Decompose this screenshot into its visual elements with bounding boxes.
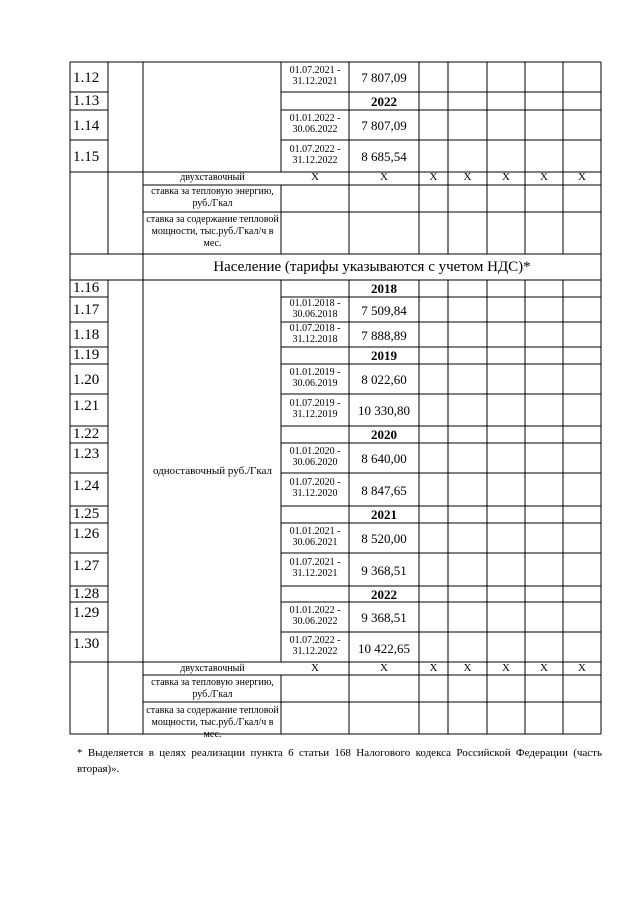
period-dates: 01.07.2019 - 31.12.2019 [289, 398, 341, 420]
tariff-value: 8 022,60 [361, 372, 407, 387]
row-number: 1.28 [73, 586, 100, 602]
row-number: 1.12 [73, 70, 100, 86]
x-mark: X [463, 662, 472, 674]
row-number: 1.13 [73, 93, 100, 109]
two-part-label: двухставочный [180, 663, 245, 674]
tariff-value: 10 330,80 [358, 403, 410, 418]
tariff-value: 9 368,51 [361, 610, 407, 625]
row-number: 1.24 [73, 478, 100, 494]
period-dates: 01.01.2022 - 30.06.2022 [289, 113, 341, 135]
year-label: 2022 [371, 587, 397, 602]
heat-rate-label: ставка за тепловую энергию, руб./Гкал [151, 186, 274, 209]
single-rate-label: одноставочный руб./Гкал [152, 465, 273, 477]
period-dates: 01.07.2021 - 31.12.2021 [289, 557, 341, 579]
tariff-value: 9 368,51 [361, 563, 407, 578]
row-number: 1.29 [73, 605, 100, 621]
x-mark: X [502, 171, 510, 183]
x-mark: X [380, 662, 388, 674]
x-mark: X [540, 662, 548, 674]
period-dates: 01.01.2020 - 30.06.2020 [289, 446, 341, 468]
capacity-rate-label: ставка за содержание тепловой мощности, тыс.руб./Гкал/ч в мес. [146, 705, 279, 740]
period-dates: 01.01.2019 - 30.06.2019 [289, 367, 341, 389]
x-mark: X [540, 171, 548, 183]
tariff-value: 8 685,54 [361, 149, 407, 164]
row-number: 1.15 [73, 149, 100, 165]
x-mark: X [502, 662, 510, 674]
x-mark: X [429, 662, 438, 674]
heat-rate-label: ставка за тепловую энергию, руб./Гкал [151, 677, 274, 700]
row-number: 1.14 [73, 118, 100, 134]
year-label: 2021 [371, 507, 397, 522]
x-mark: X [311, 171, 319, 183]
row-number: 1.27 [73, 558, 100, 574]
x-mark: X [578, 662, 586, 674]
tariff-value: 7 509,84 [361, 303, 407, 318]
year-label: 2022 [371, 94, 397, 109]
x-mark: X [429, 171, 438, 183]
tariff-value: 7 807,09 [361, 70, 407, 85]
tariff-value: 8 520,00 [361, 531, 407, 546]
two-part-label: двухставочный [180, 172, 245, 183]
period-dates: 01.01.2021 - 30.06.2021 [289, 526, 341, 548]
tariff-value: 8 640,00 [361, 451, 407, 466]
tariff-value: 7 888,89 [361, 328, 407, 343]
row-number: 1.16 [73, 280, 100, 296]
section-heading: Население (тарифы указываются с учетом НДС)* [213, 259, 531, 275]
row-number: 1.25 [73, 506, 100, 522]
row-number: 1.21 [73, 398, 100, 414]
x-mark: X [578, 171, 586, 183]
period-dates: 01.07.2020 - 31.12.2020 [289, 477, 341, 499]
row-number: 1.18 [73, 327, 100, 343]
row-number: 1.23 [73, 446, 100, 462]
row-number: 1.30 [73, 636, 100, 652]
x-mark: X [311, 662, 319, 674]
period-dates: 01.07.2018 - 31.12.2018 [289, 323, 341, 345]
row-number: 1.17 [73, 302, 100, 318]
x-mark: X [463, 171, 472, 183]
period-dates: 01.07.2022 - 31.12.2022 [289, 635, 341, 657]
footnote: * Выделяется в целях реализации пункта 6 статьи 168 Налогового кодекса Российской Федерации (часть вторая)». [77, 747, 602, 775]
period-dates: 01.01.2018 - 30.06.2018 [289, 298, 341, 320]
x-mark: X [380, 171, 388, 183]
year-label: 2020 [371, 427, 397, 442]
row-number: 1.26 [73, 526, 100, 542]
period-dates: 01.07.2021 - 31.12.2021 [289, 65, 341, 87]
year-label: 2019 [371, 348, 397, 363]
capacity-rate-label: ставка за содержание тепловой мощности, тыс.руб./Гкал/ч в мес. [146, 214, 279, 249]
row-number: 1.20 [73, 372, 100, 388]
year-label: 2018 [371, 281, 397, 296]
tariff-value: 8 847,65 [361, 483, 407, 498]
period-dates: 01.07.2022 - 31.12.2022 [289, 144, 341, 166]
tariff-value: 7 807,09 [361, 118, 407, 133]
row-number: 1.19 [73, 347, 100, 363]
row-number: 1.22 [73, 426, 100, 442]
period-dates: 01.01.2022 - 30.06.2022 [289, 605, 341, 627]
tariff-value: 10 422,65 [358, 641, 410, 656]
